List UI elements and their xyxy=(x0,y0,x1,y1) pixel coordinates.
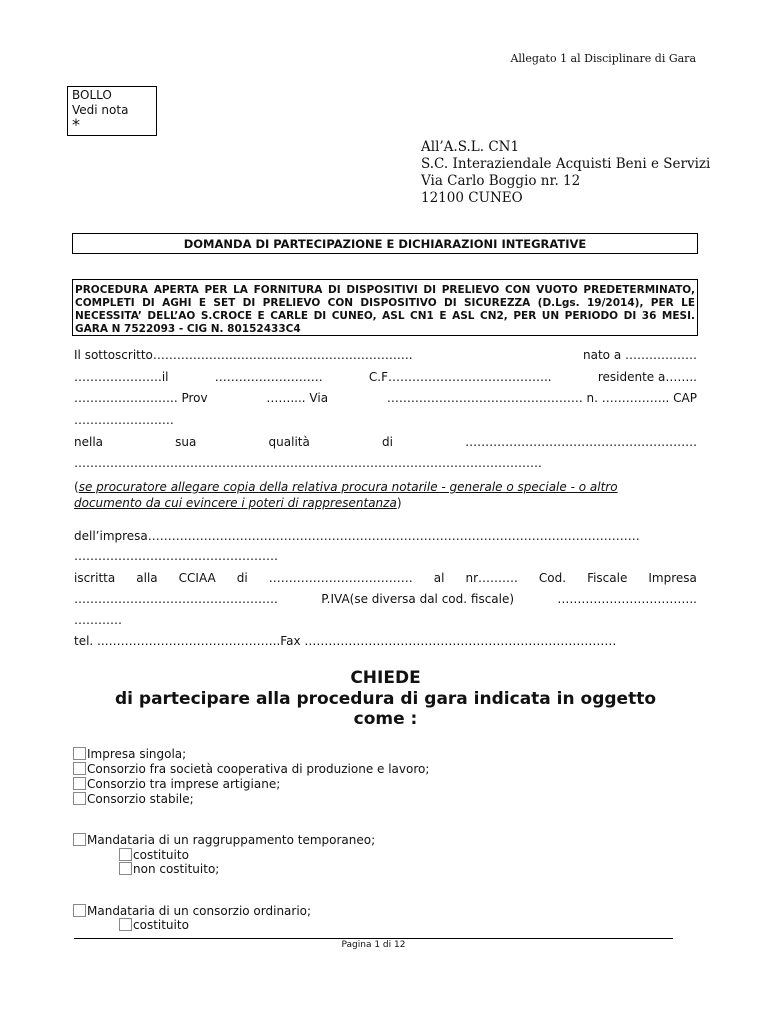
addressee xyxy=(421,139,710,207)
option-label: Mandataria di un consorzio ordinario; xyxy=(87,904,312,918)
checkbox-icon[interactable] xyxy=(73,762,86,775)
cap-continuation[interactable]: ………………….… xyxy=(74,413,174,427)
checkbox-icon[interactable] xyxy=(73,904,86,917)
chiede-subheading: di partecipare alla procedura di gara indicata in oggetto xyxy=(114,689,657,709)
nr-field[interactable]: nr………. xyxy=(465,571,518,585)
birth-place-field[interactable]: ………………….il xyxy=(74,370,169,384)
addressee-line-1: All’A.S.L. CN1 xyxy=(421,139,520,155)
checkbox-icon[interactable] xyxy=(73,792,86,805)
option-consorzio-costituito[interactable] xyxy=(119,918,189,932)
piva-continuation[interactable]: ………… xyxy=(74,613,122,627)
sua-word: sua xyxy=(175,435,197,449)
form-line-cciaa xyxy=(74,571,697,585)
al-word: al xyxy=(433,571,445,585)
addressee-line-4: 12100 CUNEO xyxy=(421,190,523,206)
option-label: costituito xyxy=(133,848,189,862)
di-word-2: di xyxy=(236,571,248,585)
checkbox-icon[interactable] xyxy=(73,747,86,760)
iscritta-word: iscritta xyxy=(74,571,116,585)
via-field[interactable]: …….... Via xyxy=(266,391,329,405)
qualita-word: qualità xyxy=(268,435,310,449)
impresa-continuation[interactable]: …………………………………………… xyxy=(74,549,278,563)
footer-divider xyxy=(74,938,673,939)
checkbox-icon[interactable] xyxy=(119,918,132,931)
fiscale-word: Fiscale xyxy=(587,571,628,585)
fax-field[interactable]: …………………………………………………………………… xyxy=(304,634,617,648)
piva-label: P.IVA(se diversa dal cod. fiscale) xyxy=(321,592,515,606)
cap-field[interactable]: …………………………………………. n. …………….. CAP xyxy=(386,391,697,405)
option-consorzio-stabile[interactable] xyxy=(73,792,194,806)
option-mandataria-raggruppamento[interactable] xyxy=(73,833,375,847)
option-label: Impresa singola; xyxy=(87,747,187,761)
checkbox-icon[interactable] xyxy=(73,777,86,790)
impresa-field[interactable]: dell’impresa…………………………………………………………………………………………………………… xyxy=(74,529,640,543)
option-label: Consorzio tra imprese artigiane; xyxy=(87,777,281,791)
form-line-tel xyxy=(74,634,697,648)
note-close-paren: ) xyxy=(396,496,402,510)
procedure-description: PROCEDURA APERTA PER LA FORNITURA DI DISPOSITIVI DI PRELIEVO CON VUOTO PREDETERMINATO, COMPLETI DI AGHI E SET DI PRELIEVO CON DISPOSITIVO DI SICUREZZA (D.Lgs. 19/2014), PER LE NECESSITA’ DELL’AO S.CROCE E CARLE DI CUNEO, ASL CN1 E ASL CN2, PER UN PERIODO DI 36 MESI. GARA N 7522093 - CIG N. 80152433C4 xyxy=(72,279,698,336)
tel-field[interactable]: tel. ..……………………………………..Fax xyxy=(74,634,301,648)
option-impresa-singola[interactable] xyxy=(73,747,186,761)
asterisk-icon: * xyxy=(72,115,80,134)
form-line-il xyxy=(74,370,697,384)
piva-field[interactable]: …………………………….. xyxy=(557,592,697,606)
allegato-label: Allegato 1 al Disciplinare di Gara xyxy=(510,52,696,65)
di-word: di xyxy=(382,435,393,449)
form-line-piva xyxy=(74,592,697,606)
form-line-qualita xyxy=(74,435,697,449)
qualita-continuation[interactable]: ……………………………………………………………………………………………………… xyxy=(74,456,542,470)
option-mandataria-consorzio[interactable] xyxy=(73,904,311,918)
sottoscritto-field[interactable]: Il sottoscritto……………………………………………………….. xyxy=(74,348,413,362)
residente-field[interactable]: residente a…….. xyxy=(597,370,697,384)
bollo-note: Vedi nota xyxy=(72,103,129,117)
qualita-field[interactable]: …………………………………………………. xyxy=(465,435,697,449)
procuratore-note xyxy=(74,479,697,511)
birth-date-field[interactable]: ……………………… xyxy=(214,370,323,384)
option-consorzio-cooperative[interactable] xyxy=(73,762,429,776)
option-raggruppamento-non-costituito[interactable] xyxy=(119,862,219,876)
note-open-paren: ( xyxy=(74,480,79,494)
addressee-line-2: S.C. Interaziendale Acquisti Beni e Servizi xyxy=(421,156,711,172)
option-label: costituito xyxy=(133,918,189,932)
checkbox-icon[interactable] xyxy=(119,862,132,875)
option-raggruppamento-costituito[interactable] xyxy=(119,848,189,862)
note-line-1: se procuratore allegare copia della relativa procura notarile - generale o speciale - o altro xyxy=(78,480,618,494)
option-label: Mandataria di un raggruppamento temporaneo; xyxy=(87,833,376,847)
form-line-sottoscritto xyxy=(74,348,697,362)
page-number: Pagina 1 di 12 xyxy=(341,940,406,950)
note-line-2: documento da cui evincere i poteri di rappresentanza xyxy=(74,496,397,510)
nella-word: nella xyxy=(74,435,104,449)
option-label: non costituito; xyxy=(133,862,220,876)
document-title: DOMANDA DI PARTECIPAZIONE E DICHIARAZIONI INTEGRATIVE xyxy=(72,233,698,254)
impresa-word: Impresa xyxy=(648,571,697,585)
chiede-come: come : xyxy=(353,709,418,729)
option-consorzio-artigiane[interactable] xyxy=(73,777,280,791)
alla-word: alla xyxy=(136,571,158,585)
checkbox-icon[interactable] xyxy=(73,833,86,846)
option-label: Consorzio fra società cooperativa di produzione e lavoro; xyxy=(87,762,430,776)
prov-field[interactable]: …………………….. Prov xyxy=(74,391,208,405)
cod-word: Cod. xyxy=(538,571,567,585)
chiede-heading: CHIEDE xyxy=(350,668,421,688)
nato-a-field[interactable]: nato a ……………… xyxy=(583,348,697,362)
form-line-prov xyxy=(74,391,697,405)
bollo-label: BOLLO xyxy=(72,88,112,102)
codice-fiscale-field[interactable]: C.F………………………………….. xyxy=(368,370,552,384)
cciaa-word: CCIAA xyxy=(178,571,216,585)
option-label: Consorzio stabile; xyxy=(87,792,194,806)
cciaa-field[interactable]: ……………………………… xyxy=(268,571,413,585)
addressee-line-3: Via Carlo Boggio nr. 12 xyxy=(421,173,581,189)
bollo-box xyxy=(67,86,157,136)
checkbox-icon[interactable] xyxy=(119,848,132,861)
cod-fiscale-field[interactable]: …………………………………………… xyxy=(74,592,278,606)
